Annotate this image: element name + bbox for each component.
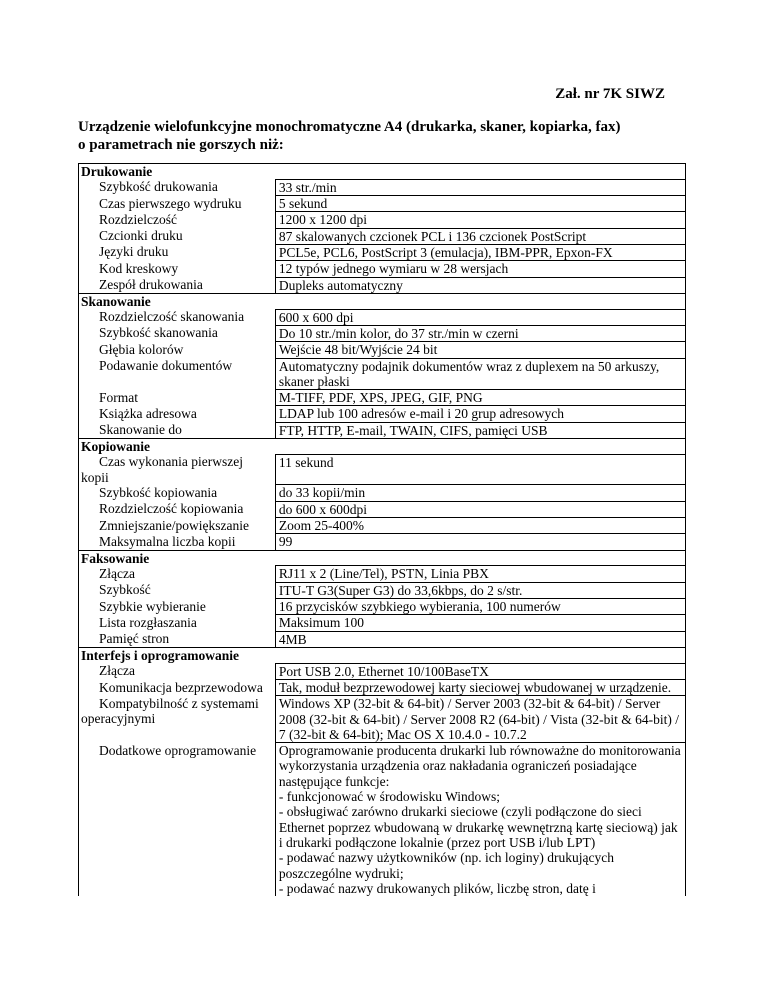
spec-row (79, 485, 686, 501)
section-title-spacer (275, 550, 685, 566)
spec-row (79, 244, 686, 260)
spec-row (79, 680, 686, 696)
spec-value (275, 566, 685, 582)
spec-value-line: ITU-T G3(Super G3) do 33,6kbps, do 2 s/str. (278, 582, 523, 598)
spec-value (275, 342, 685, 358)
spec-value-line: RJ11 x 2 (Line/Tel), PSTN, Linia PBX (278, 566, 489, 582)
spec-value-line: Port USB 2.0, Ethernet 10/100BaseTX (278, 663, 489, 679)
spec-value (275, 485, 685, 501)
spec-label: Zespół drukowania (79, 277, 276, 293)
annex-reference: Zał. nr 7K SIWZ (555, 86, 665, 102)
spec-value (275, 422, 685, 438)
section-title-spacer (275, 293, 685, 309)
spec-value-line: 1200 x 1200 dpi (278, 212, 367, 228)
spec-label: Rozdzielczość skanowania (79, 309, 276, 325)
spec-row (79, 743, 686, 896)
spec-label: Komunikacja bezprzewodowa (79, 680, 276, 696)
spec-value-line: M-TIFF, PDF, XPS, JPEG, GIF, PNG (278, 390, 483, 406)
spec-label: Książka adresowa (79, 406, 276, 422)
spec-label: Format (79, 390, 276, 406)
spec-row (79, 422, 686, 438)
spec-value (275, 179, 685, 195)
spec-value-line: Windows XP (32-bit & 64-bit) / Server 2003 (32-bit & 64-bit) / Server 2008 (32-bit & 64-bit) / Server 2008 R2 (64-bit) / Vista (32-bit & 64-bit) / 7 (32-bit & 64-bit); Mac OS X 10.4.0 - 10.7.2 (278, 696, 679, 742)
spec-label: Szybkość kopiowania (79, 485, 276, 501)
spec-row (79, 501, 686, 517)
spec-value-line: do 33 kopii/min (278, 485, 366, 501)
spec-label: Maksymalna liczba kopii (79, 534, 276, 550)
spec-value (275, 196, 685, 212)
spec-label: Złącza (79, 566, 276, 582)
spec-value-line: 87 skalowanych czcionek PCL i 136 czcionek PostScript (278, 228, 587, 244)
spec-value-line: 600 x 600 dpi (278, 309, 354, 325)
spec-label: Czas wykonania pierwszej kopii (79, 454, 276, 485)
spec-value-line: Oprogramowanie producenta drukarki lub równoważne do monitorowania wykorzystania urządzenia oraz nakładania ograniczeń posiadające następujące funkcje: (278, 743, 681, 789)
section-header-row (79, 293, 686, 309)
spec-row (79, 599, 686, 615)
spec-label: Szybkie wybieranie (79, 599, 276, 615)
section-title-spacer (275, 439, 685, 455)
spec-label: Czcionki druku (79, 228, 276, 244)
spec-row (79, 325, 686, 341)
section-title: Interfejs i oprogramowanie (79, 647, 276, 663)
spec-value (275, 261, 685, 277)
spec-row (79, 390, 686, 406)
section-title: Faksowanie (79, 550, 276, 566)
spec-value-line: 5 sekund (278, 196, 328, 212)
heading-line-1: Urządzenie wielofunkcyjne monochromatyczne A4 (drukarka, skaner, kopiarka, fax) (78, 119, 621, 135)
spec-label: Dodatkowe oprogramowanie (79, 743, 276, 896)
spec-value (275, 309, 685, 325)
spec-value-line: 33 str./min (278, 179, 337, 195)
spec-row (79, 406, 686, 422)
spec-value (275, 696, 685, 743)
spec-value-line: Dupleks automatyczny (278, 277, 403, 293)
spec-value-line: - funkcjonować w środowisku Windows; (278, 789, 501, 805)
spec-value-line: 4MB (278, 631, 307, 647)
spec-label: Kompatybilność z systemami operacyjnymi (79, 696, 276, 743)
spec-row (79, 196, 686, 212)
spec-label: Głębia kolorów (79, 342, 276, 358)
spec-value-line: do 600 x 600dpi (278, 501, 367, 517)
spec-value (275, 390, 685, 406)
spec-label: Szybkość (79, 582, 276, 598)
spec-row (79, 582, 686, 598)
spec-label: Zmniejszanie/powiększanie (79, 518, 276, 534)
spec-value-line: Do 10 str./min kolor, do 37 str./min w czerni (278, 325, 519, 341)
spec-label: Kod kreskowy (79, 261, 276, 277)
section-title: Kopiowanie (79, 439, 276, 455)
spec-row (79, 358, 686, 390)
document-heading (78, 118, 698, 154)
spec-row (79, 615, 686, 631)
spec-label: Skanowanie do (79, 422, 276, 438)
spec-row (79, 228, 686, 244)
spec-value (275, 325, 685, 341)
spec-value-line: Maksimum 100 (278, 615, 364, 631)
spec-row (79, 261, 686, 277)
spec-value-line: Zoom 25-400% (278, 518, 364, 534)
spec-value (275, 501, 685, 517)
spec-label: Złącza (79, 663, 276, 679)
spec-value-line: - podawać nazwy użytkowników (np. ich loginy) drukujących poszczególne wydruki; (278, 850, 614, 881)
spec-value-line: 99 (278, 534, 293, 550)
spec-value-line: 12 typów jednego wymiaru w 28 wersjach (278, 261, 509, 277)
section-header-row (79, 439, 686, 455)
spec-value-line: Wejście 48 bit/Wyjście 24 bit (278, 342, 438, 358)
spec-row (79, 696, 686, 743)
spec-label: Szybkość skanowania (79, 325, 276, 341)
spec-label: Rozdzielczość kopiowania (79, 501, 276, 517)
spec-value (275, 406, 685, 422)
spec-value (275, 212, 685, 228)
spec-value (275, 244, 685, 260)
spec-row (79, 534, 686, 550)
spec-label: Pamięć stron (79, 631, 276, 647)
specification-table (78, 163, 686, 896)
spec-row (79, 518, 686, 534)
spec-row (79, 631, 686, 647)
section-title: Skanowanie (79, 293, 276, 309)
spec-label: Czas pierwszego wydruku (79, 196, 276, 212)
spec-value-line: LDAP lub 100 adresów e-mail i 20 grup adresowych (278, 406, 565, 422)
section-header-row (79, 164, 686, 180)
spec-label: Języki druku (79, 244, 276, 260)
section-title-spacer (275, 164, 685, 180)
spec-value (275, 277, 685, 293)
spec-value (275, 454, 685, 485)
spec-row (79, 566, 686, 582)
spec-value-line: 16 przycisków szybkiego wybierania, 100 numerów (278, 599, 561, 615)
spec-row (79, 663, 686, 679)
spec-value (275, 358, 685, 390)
spec-row (79, 454, 686, 485)
spec-label: Rozdzielczość (79, 212, 276, 228)
section-title: Drukowanie (79, 164, 276, 180)
section-header-row (79, 550, 686, 566)
spec-value-line: 11 sekund (278, 454, 334, 470)
spec-value (275, 615, 685, 631)
spec-value (275, 518, 685, 534)
spec-value (275, 743, 685, 896)
section-title-spacer (275, 647, 685, 663)
spec-value (275, 228, 685, 244)
spec-value-line: FTP, HTTP, E-mail, TWAIN, CIFS, pamięci USB (278, 422, 548, 438)
spec-value-line: - obsługiwać zarówno drukarki sieciowe (czyli podłączone do sieci Ethernet poprzez wbudowaną w drukarkę wewnętrzną kartę sieciową) jak i drukarki podłączone lokalnie (przez port USB i/lub LPT) (278, 804, 678, 850)
spec-row (79, 212, 686, 228)
spec-row (79, 179, 686, 195)
section-header-row (79, 647, 686, 663)
spec-value (275, 582, 685, 598)
spec-label: Podawanie dokumentów (79, 358, 276, 390)
spec-value (275, 680, 685, 696)
spec-value (275, 631, 685, 647)
spec-value-line: - podawać nazwy drukowanych plików, liczbę stron, datę i (278, 880, 596, 896)
spec-label: Szybkość drukowania (79, 179, 276, 195)
spec-row (79, 309, 686, 325)
spec-value-line: Tak, moduł bezprzewodowej karty sieciowej wbudowanej w urządzenie. (278, 680, 672, 695)
spec-row (79, 342, 686, 358)
spec-label: Lista rozgłaszania (79, 615, 276, 631)
heading-line-2: o parametrach nie gorszych niż: (78, 137, 284, 153)
spec-value-line: Automatyczny podajnik dokumentów wraz z duplexem na 50 arkuszy, skaner płaski (278, 358, 660, 389)
spec-value (275, 534, 685, 550)
spec-value (275, 599, 685, 615)
spec-value-line: PCL5e, PCL6, PostScript 3 (emulacja), IBM-PPR, Epxon-FX (278, 244, 613, 260)
specification-table-body (79, 164, 686, 897)
spec-row (79, 277, 686, 293)
spec-value (275, 663, 685, 679)
